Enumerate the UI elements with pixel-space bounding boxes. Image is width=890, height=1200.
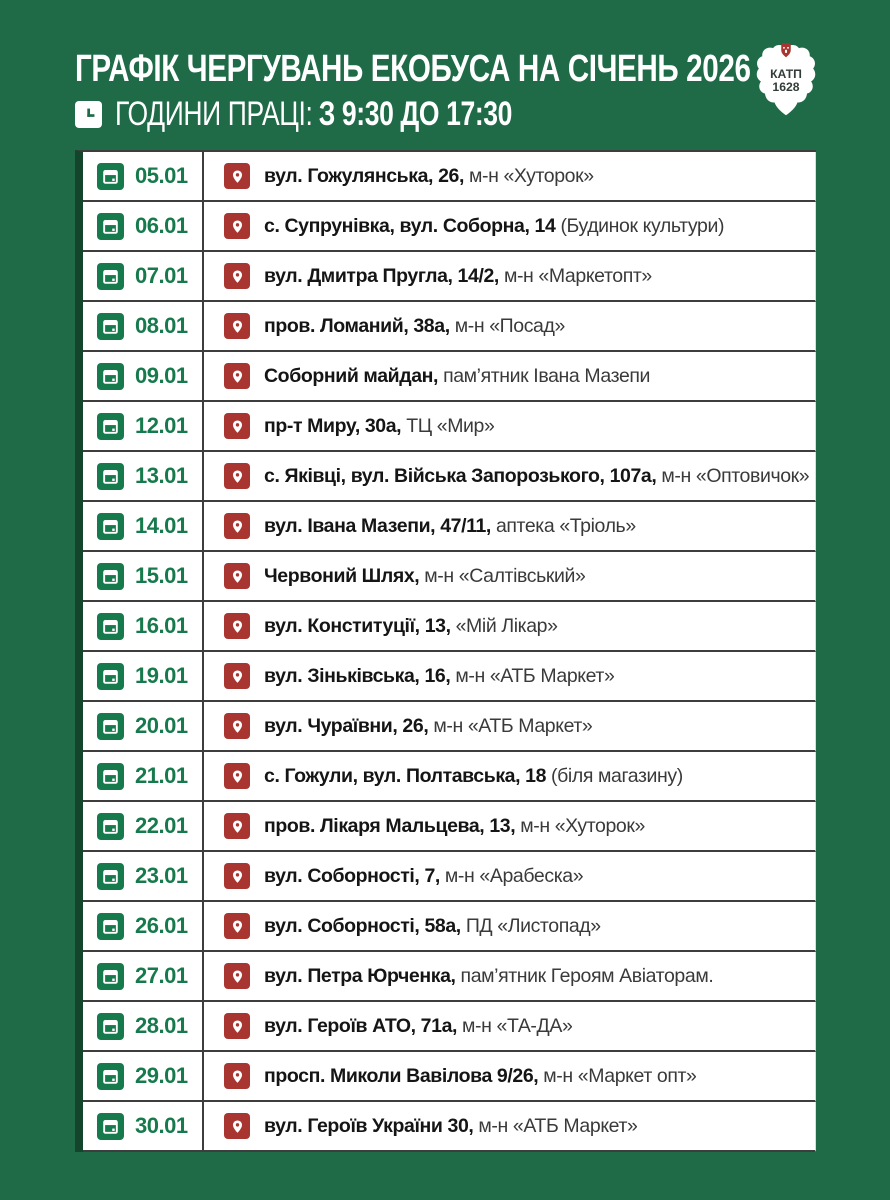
location-pin-icon [224, 613, 250, 639]
location-primary: с. Гожули, вул. Полтавська, 18 [264, 764, 547, 787]
location-secondary: пам’ятник Івана Мазепи [443, 364, 651, 387]
location-primary: Соборний майдан, [264, 364, 439, 387]
location-secondary: м-н «Арабеска» [444, 864, 584, 887]
location-cell [204, 252, 815, 300]
location-label [264, 365, 650, 388]
location-label [264, 665, 614, 688]
location-pin-icon [224, 713, 250, 739]
clock-icon [75, 101, 102, 128]
date-cell [83, 1002, 204, 1050]
location-label [264, 165, 594, 188]
calendar-icon [97, 963, 124, 990]
date-label: 05.01 [135, 163, 188, 188]
location-secondary: м-н «ТА-ДА» [462, 1014, 573, 1037]
date-cell [83, 752, 204, 800]
location-pin-icon [224, 813, 250, 839]
location-label [264, 915, 601, 938]
date-label: 14.01 [135, 513, 188, 538]
location-pin-icon [224, 1013, 250, 1039]
location-label [264, 565, 585, 588]
table-row [83, 1052, 816, 1102]
date-label: 27.01 [135, 963, 188, 988]
location-cell [204, 752, 815, 800]
location-pin-icon [224, 463, 250, 489]
location-label [264, 415, 494, 438]
calendar-icon [97, 563, 124, 590]
working-hours-label: ГОДИНИ ПРАЦІ: [115, 95, 313, 133]
calendar-icon [97, 863, 124, 890]
date-cell [83, 902, 204, 950]
location-pin-icon [224, 1063, 250, 1089]
location-label [264, 615, 558, 638]
logo-text-line1: КАТП [770, 66, 802, 81]
calendar-icon [97, 313, 124, 340]
date-label: 28.01 [135, 1013, 188, 1038]
location-label [264, 1015, 572, 1038]
table-row [83, 702, 816, 752]
calendar-icon [97, 913, 124, 940]
location-cell [204, 902, 815, 950]
location-primary: вул. Героїв АТО, 71а, [264, 1014, 458, 1037]
date-label: 09.01 [135, 363, 188, 388]
location-secondary: (біля магазину) [551, 764, 683, 787]
calendar-icon [97, 1013, 124, 1040]
calendar-icon [97, 163, 124, 190]
table-row [83, 302, 816, 352]
calendar-icon [97, 763, 124, 790]
table-row [83, 1102, 816, 1152]
table-row [83, 252, 816, 302]
table-row [83, 752, 816, 802]
calendar-icon [97, 1063, 124, 1090]
location-primary: вул. Івана Мазепи, 47/11, [264, 514, 491, 537]
location-pin-icon [224, 263, 250, 289]
location-cell [204, 452, 815, 500]
calendar-icon [97, 1113, 124, 1140]
date-cell [83, 452, 204, 500]
location-secondary: аптека «Тріоль» [495, 514, 636, 537]
location-primary: пр-т Миру, 30а, [264, 414, 402, 437]
table-row [83, 402, 816, 452]
location-label [264, 965, 713, 988]
location-primary: вул. Дмитра Пругла, 14/2, [264, 264, 499, 287]
date-cell [83, 502, 204, 550]
calendar-icon [97, 263, 124, 290]
location-secondary: м-н «Маркет опт» [543, 1064, 697, 1087]
location-cell [204, 1002, 815, 1050]
date-label: 08.01 [135, 313, 188, 338]
calendar-icon [97, 613, 124, 640]
date-label: 30.01 [135, 1113, 188, 1138]
location-primary: вул. Соборності, 7, [264, 864, 440, 887]
table-row [83, 652, 816, 702]
location-pin-icon [224, 663, 250, 689]
location-pin-icon [224, 913, 250, 939]
location-pin-icon [224, 163, 250, 189]
date-cell [83, 652, 204, 700]
location-pin-icon [224, 863, 250, 889]
location-primary: вул. Соборності, 58а, [264, 914, 461, 937]
location-label [264, 515, 636, 538]
date-label: 23.01 [135, 863, 188, 888]
location-secondary: пам’ятник Героям Авіаторам. [460, 964, 714, 987]
location-label [264, 265, 652, 288]
location-cell [204, 1052, 815, 1100]
location-primary: вул. Гожулянська, 26, [264, 164, 464, 187]
location-cell [204, 852, 815, 900]
table-row [83, 452, 816, 502]
table-row [83, 352, 816, 402]
location-label [264, 215, 724, 238]
location-label [264, 465, 809, 488]
date-label: 26.01 [135, 913, 188, 938]
location-label [264, 1115, 637, 1138]
location-label [264, 315, 565, 338]
location-primary: вул. Зіньківська, 16, [264, 664, 451, 687]
location-pin-icon [224, 413, 250, 439]
location-cell [204, 1102, 815, 1150]
location-secondary: (Будинок культури) [560, 214, 725, 237]
location-primary: просп. Миколи Вавілова 9/26, [264, 1064, 539, 1087]
location-primary: вул. Чураївни, 26, [264, 714, 429, 737]
date-cell [83, 802, 204, 850]
location-cell [204, 552, 815, 600]
date-label: 29.01 [135, 1063, 188, 1088]
location-primary: с. Яківці, вул. Війська Запорозького, 107а, [264, 464, 657, 487]
katp-crest-logo [752, 42, 820, 120]
logo-text-line2: 1628 [772, 79, 800, 94]
location-cell [204, 302, 815, 350]
date-cell [83, 702, 204, 750]
calendar-icon [97, 413, 124, 440]
date-cell [83, 1052, 204, 1100]
date-cell [83, 602, 204, 650]
location-cell [204, 352, 815, 400]
location-primary: пров. Ломаний, 38а, [264, 314, 450, 337]
location-label [264, 865, 583, 888]
date-cell [83, 352, 204, 400]
location-secondary: м-н «Оптовичок» [661, 464, 810, 487]
calendar-icon [97, 513, 124, 540]
date-label: 20.01 [135, 713, 188, 738]
location-label [264, 765, 683, 788]
location-label [264, 715, 592, 738]
table-row [83, 852, 816, 902]
location-secondary: м-н «Маркетопт» [503, 264, 652, 287]
calendar-icon [97, 463, 124, 490]
location-cell [204, 602, 815, 650]
date-cell [83, 552, 204, 600]
location-pin-icon [224, 563, 250, 589]
calendar-icon [97, 663, 124, 690]
location-primary: вул. Конституції, 13, [264, 614, 451, 637]
location-secondary: м-н «АТБ Маркет» [433, 714, 593, 737]
table-row [83, 202, 816, 252]
date-label: 22.01 [135, 813, 188, 838]
location-primary: вул. Героїв України 30, [264, 1114, 474, 1137]
date-cell [83, 1102, 204, 1150]
location-primary: с. Супрунівка, вул. Соборна, 14 [264, 214, 556, 237]
date-label: 13.01 [135, 463, 188, 488]
location-pin-icon [224, 313, 250, 339]
location-cell [204, 652, 815, 700]
date-cell [83, 852, 204, 900]
page-title-text: ГРАФІК ЧЕРГУВАНЬ ЕКОБУСА НА СІЧЕНЬ 2026 [75, 48, 751, 90]
calendar-icon [97, 713, 124, 740]
date-label: 07.01 [135, 263, 188, 288]
date-cell [83, 402, 204, 450]
location-pin-icon [224, 763, 250, 789]
location-primary: Червоний Шлях, [264, 564, 420, 587]
table-row [83, 1002, 816, 1052]
date-label: 06.01 [135, 213, 188, 238]
schedule-table [75, 150, 816, 1152]
location-secondary: м-н «Хуторок» [469, 164, 594, 187]
table-row [83, 502, 816, 552]
location-secondary: ПД «Листопад» [465, 914, 601, 937]
location-secondary: «Мій Лікар» [455, 614, 558, 637]
calendar-icon [97, 813, 124, 840]
location-secondary: ТЦ «Мир» [406, 414, 495, 437]
location-pin-icon [224, 1113, 250, 1139]
date-cell [83, 202, 204, 250]
location-label [264, 815, 645, 838]
working-hours-text [115, 97, 624, 131]
table-row [83, 902, 816, 952]
location-cell [204, 502, 815, 550]
table-row [83, 952, 816, 1002]
date-label: 15.01 [135, 563, 188, 588]
date-cell [83, 152, 204, 200]
location-cell [204, 152, 815, 200]
location-cell [204, 802, 815, 850]
location-pin-icon [224, 363, 250, 389]
location-secondary: м-н «Хуторок» [520, 814, 645, 837]
location-cell [204, 402, 815, 450]
date-cell [83, 252, 204, 300]
location-secondary: м-н «АТБ Маркет» [478, 1114, 638, 1137]
location-pin-icon [224, 213, 250, 239]
location-primary: вул. Петра Юрченка, [264, 964, 456, 987]
location-pin-icon [224, 963, 250, 989]
date-label: 16.01 [135, 613, 188, 638]
date-label: 19.01 [135, 663, 188, 688]
table-row [83, 552, 816, 602]
calendar-icon [97, 213, 124, 240]
location-secondary: м-н «Салтівський» [424, 564, 586, 587]
date-cell [83, 952, 204, 1000]
date-label: 12.01 [135, 413, 188, 438]
date-label: 21.01 [135, 763, 188, 788]
table-row [83, 152, 816, 202]
calendar-icon [97, 363, 124, 390]
table-row [83, 802, 816, 852]
location-label [264, 1065, 696, 1088]
location-secondary: м-н «АТБ Маркет» [455, 664, 615, 687]
working-hours-value: З 9:30 ДО 17:30 [318, 95, 513, 133]
location-primary: пров. Лікаря Мальцева, 13, [264, 814, 516, 837]
location-cell [204, 952, 815, 1000]
location-pin-icon [224, 513, 250, 539]
location-cell [204, 702, 815, 750]
location-secondary: м-н «Посад» [454, 314, 565, 337]
location-cell [204, 202, 815, 250]
date-cell [83, 302, 204, 350]
table-row [83, 602, 816, 652]
